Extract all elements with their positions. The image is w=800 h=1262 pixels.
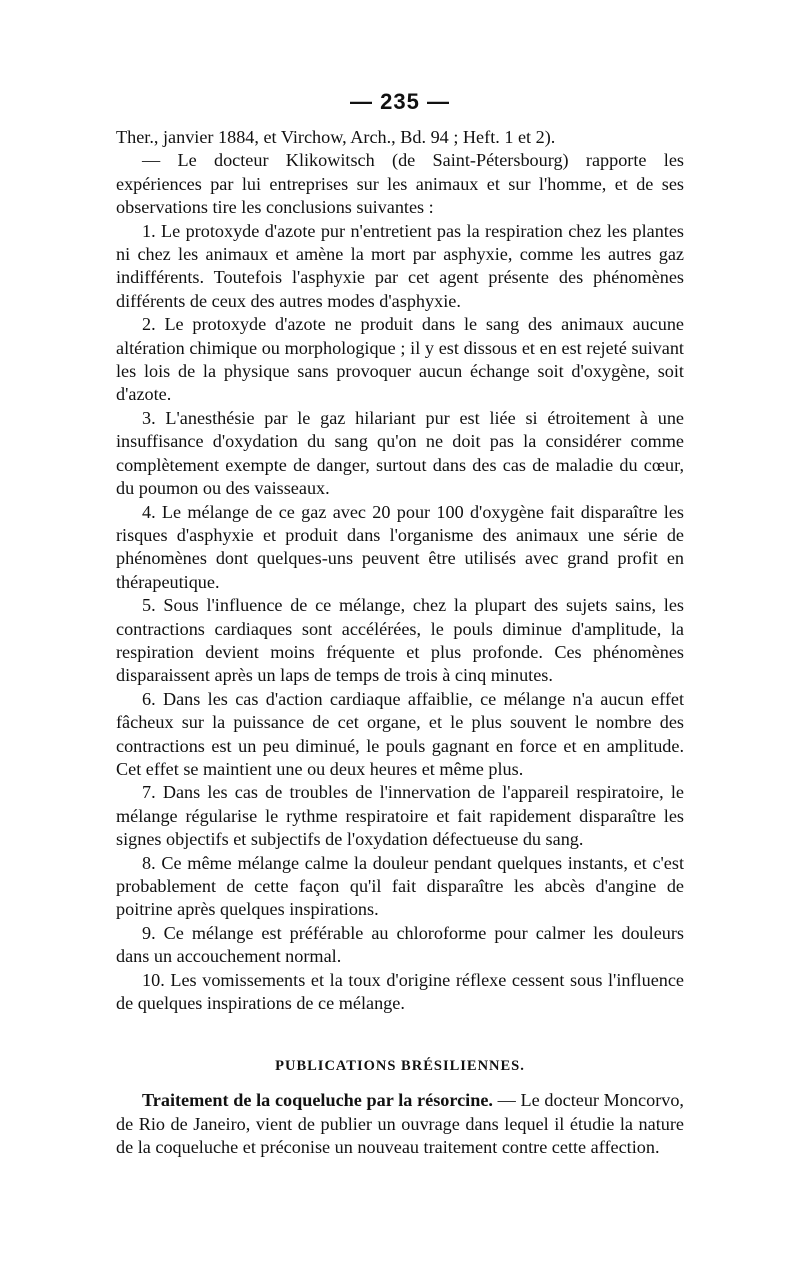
paragraph-conclusion-5: 5. Sous l'influence de ce mélange, chez la plupart des sujets sains, les contractions cardiaques sont accélérées, le pouls diminue d'amplitude, la respiration devient moins fréquente et plus profonde. Ces phénomènes disparaissent après un laps de temps de trois à cinq minutes. [116, 595, 684, 686]
section-body-text: — Le docteur Moncorvo, de Rio de Janeiro, vient de publier un ouvrage dans lequel il étudie la nature de la coqueluche et préconise un nouveau traitement contre cette affection. [116, 1090, 684, 1158]
paragraph-conclusion-4: 4. Le mélange de ce gaz avec 20 pour 100 d'oxygène fait disparaître les risques d'asphyxie et produit dans l'organisme des animaux une série de phénomènes dont quelques-uns peuvent être utilisés avec grand profit en thérapeutique. [116, 501, 684, 592]
section-spacer [116, 1015, 684, 1051]
page-number: — 235 — [350, 89, 450, 114]
paragraph-conclusion-10: 10. Les vomissements et la toux d'origine réflexe cessent sous l'influence de quelques inspirations de ce mélange. [116, 969, 684, 1014]
paragraph-conclusion-2: 2. Le protoxyde d'azote ne produit dans le sang des animaux aucune altération chimique ou morphologique ; il y est dissous et en est rejeté suivant les lois de la physique sans provoquer aucun échange soit d'oxygène, soit d'azote. [116, 314, 684, 405]
book-page [116, 84, 684, 1160]
section-heading: PUBLICATIONS BRÉSILIENNES. [275, 1058, 525, 1075]
paragraph-conclusion-9: 9. Ce mélange est préférable au chloroforme pour calmer les douleurs dans un accouchement normal. [116, 922, 684, 967]
paragraph-conclusion-6: 6. Dans les cas d'action cardiaque affaiblie, ce mélange n'a aucun effet fâcheux sur la puissance de cet organe, et le plus souvent le nombre des contractions est un peu diminué, le pouls gagnant en force et en amplitude. Cet effet se maintient une ou deux heures et même plus. [116, 688, 684, 779]
paragraph-conclusion-3: 3. L'anesthésie par le gaz hilariant pur est liée si étroitement à une insuffisance d'oxydation du sang qu'on ne doit pas la considérer comme complètement exempte de danger, surtout dans des cas de maladie du cœur, du poumon ou des vaisseaux. [116, 407, 684, 499]
paragraph-conclusion-1: 1. Le protoxyde d'azote pur n'entretient pas la respiration chez les plantes ni chez les animaux et amène la mort par asphyxie, comme les autres gaz indifférents. Toutefois l'asphyxie par cet agent présente des phénomènes différents de ceux des autres modes d'asphyxie. [116, 220, 684, 311]
paragraph-section-body [116, 1089, 684, 1159]
paragraph-conclusion-8: 8. Ce même mélange calme la douleur pendant quelques instants, et c'est probablement de cette façon qu'il fait disparaître les abcès d'angine de poitrine après quelques inspirations. [116, 852, 684, 920]
run-in-title: Traitement de la coqueluche par la résorcine. [142, 1090, 493, 1111]
paragraph-citation-end: Ther., janvier 1884, et Virchow, Arch., Bd. 94 ; Heft. 1 et 2). [116, 127, 556, 147]
paragraph-intro: — Le docteur Klikowitsch (de Saint-Pétersbourg) rapporte les expériences par lui entreprises sur les animaux et sur l'homme, et de ses observations tire les conclusions suivantes : [116, 150, 684, 218]
paragraph-conclusion-7: 7. Dans les cas de troubles de l'innervation de l'appareil respiratoire, le mélange régularise le rythme respiratoire et fait rapidement disparaître les signes objectifs et subjectifs de l'oxydation défectueuse du sang. [116, 782, 684, 850]
